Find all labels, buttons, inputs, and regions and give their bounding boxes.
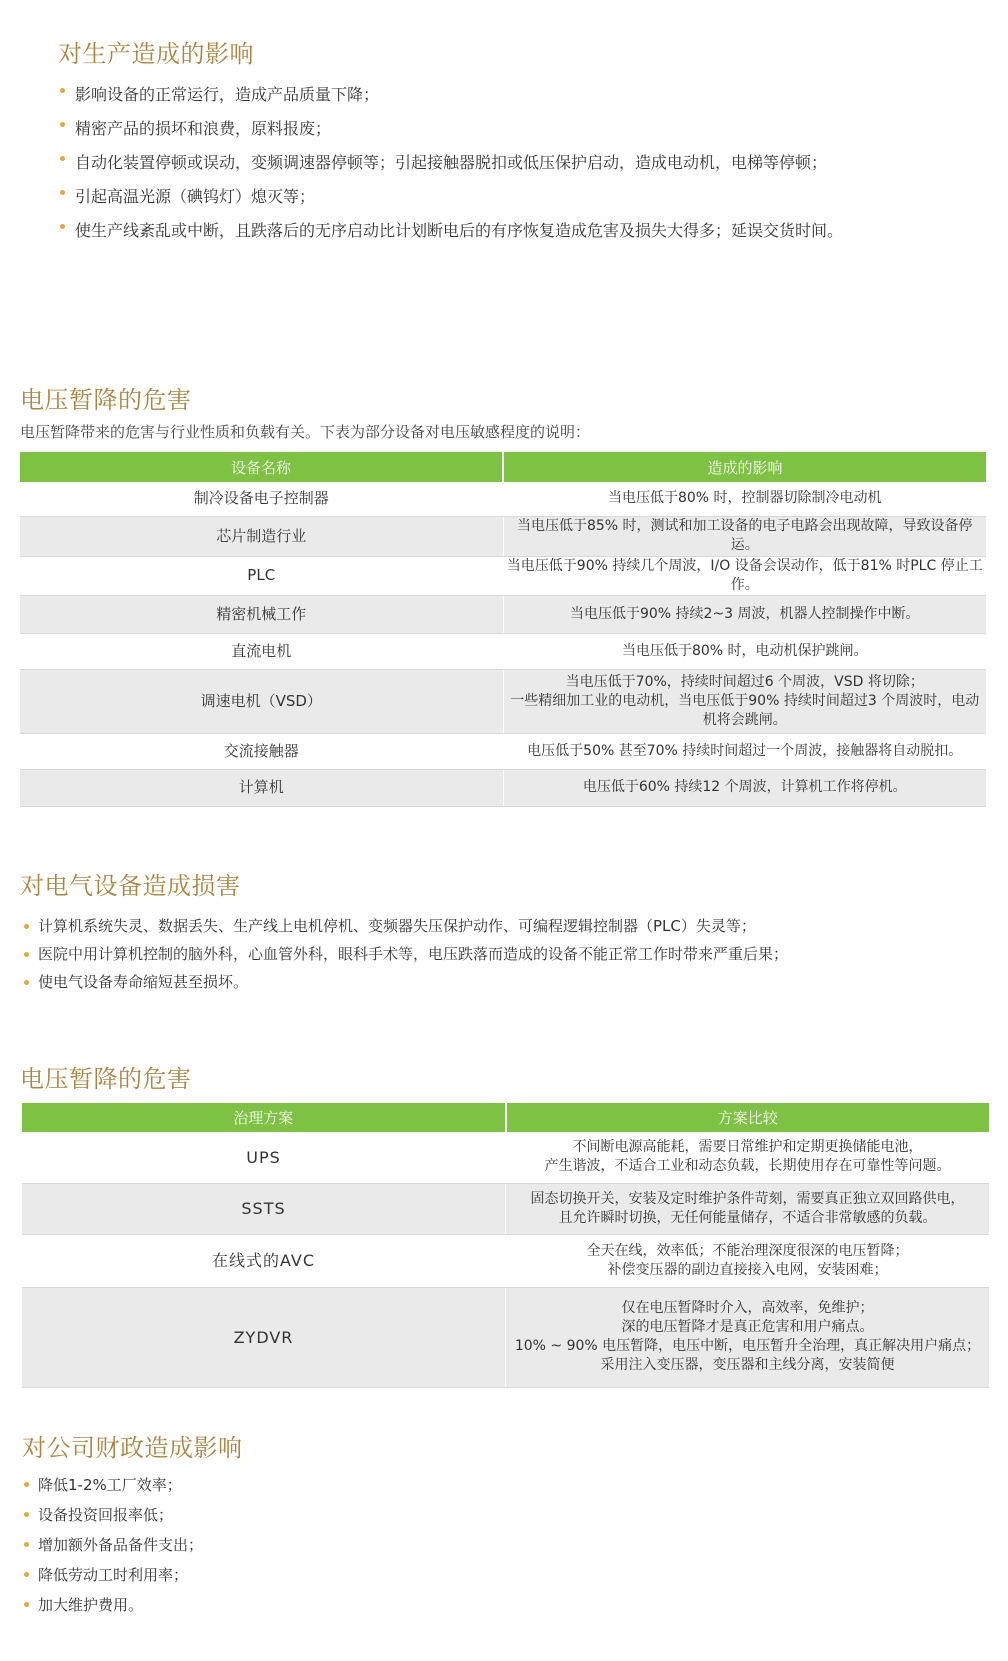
list-item: 精密产品的损坏和浪费，原料报废； [60,112,843,146]
column-header-solution: 治理方案 [22,1103,506,1132]
column-header-comparison: 方案比较 [506,1103,990,1132]
list-item: 计算机系统失灵、数据丢失、生产线上电机停机、变频器失压保护动作、可编程逻辑控制器（PLC）失灵等； [22,912,788,940]
table-header-row [20,452,986,482]
impact-line: 当电压低于90% 持续几个周波，I/O 设备会误动作，低于81% 时PLC 停止工作。 [506,557,983,593]
list-item: 使电气设备寿命缩短甚至损坏。 [22,968,788,996]
solution-name: 在线式的AVC [22,1234,506,1287]
list-item: 引起高温光源（碘钨灯）熄灭等； [60,180,843,214]
device-name: 计算机 [20,769,503,806]
list-item: 医院中用计算机控制的脑外科，心血管外科，眼科手术等，电压跌落而造成的设备不能正常工作时带来严重后果； [22,940,788,968]
table-header-row [22,1103,989,1132]
solution-name: SSTS [22,1183,506,1234]
solution-desc [506,1234,990,1287]
table-row [20,669,986,733]
list-item: 使生产线紊乱或中断，且跌落后的无序启动比计划断电后的有序恢复造成危害及损失大得多；延误交货时间。 [60,214,843,248]
device-impact [503,482,986,516]
section-title-production: 对生产造成的影响 [58,40,254,68]
list-item: 设备投资回报率低； [22,1500,203,1530]
impact-line: 电压低于50% 甚至70% 持续时间超过一个周波，接触器将自动脱扣。 [527,742,963,759]
device-name: PLC [20,556,503,595]
table-row [20,482,986,516]
column-header-impact: 造成的影响 [503,452,986,482]
desc-line: 全天在线，效率低；不能治理深度很深的电压暂降； [586,1242,909,1259]
table-row [22,1234,989,1287]
device-sensitivity-table [20,452,986,807]
device-name: 交流接触器 [20,733,503,769]
electrical-damage-list [22,912,788,996]
desc-line: 补偿变压器的副边直接接入电网，安装困难； [607,1261,888,1278]
device-impact [503,633,986,669]
list-item: 自动化装置停顿或误动，变频调速器停顿等；引起接触器脱扣或低压保护启动，造成电动机，电梯等停顿； [60,146,843,180]
desc-line: 10% ~ 90% 电压暂降，电压中断，电压暂升全治理，真正解决用户痛点； [514,1338,981,1354]
list-item: 加大维护费用。 [22,1590,203,1620]
list-item: 降低劳动工时利用率； [22,1560,203,1590]
solution-comparison-table [22,1103,989,1388]
impact-line: 当电压低于80% 时，控制器切除制冷电动机 [607,490,882,507]
device-name: 调速电机（VSD） [20,669,503,733]
device-impact [503,669,986,733]
desc-line: 产生谐波，不适合工业和动态负载，长期使用存在可靠性等问题。 [544,1158,951,1175]
table-row [22,1183,989,1234]
finance-impact-list [22,1470,203,1620]
impact-line: 当电压低于90% 持续2~3 周波，机器人控制操作中断。 [569,605,920,622]
device-impact [503,595,986,633]
device-name: 精密机械工作 [20,595,503,633]
device-impact [503,556,986,595]
impact-line: 当电压低于80% 时，电动机保护跳闸。 [621,642,868,659]
column-header-device: 设备名称 [20,452,503,482]
voltage-sag-intro: 电压暂降带来的危害与行业性质和负载有关。下表为部分设备对电压敏感程度的说明： [20,423,591,441]
solution-desc [506,1132,990,1183]
solution-desc [506,1183,990,1234]
table-row [20,595,986,633]
device-impact [503,769,986,806]
desc-line: 深的电压暂降才是真正危害和用户痛点。 [621,1319,874,1335]
desc-line: 不间断电源高能耗，需要日常维护和定期更换储能电池， [572,1139,923,1156]
table-row [20,633,986,669]
section-title-electrical: 对电气设备造成损害 [20,872,241,900]
device-impact [503,733,986,769]
impact-line: 一些精细加工业的电动机，当电压低于90% 持续时间超过3 个周波时，电动机将会跳闸。 [510,692,980,728]
table-row [20,516,986,556]
solution-name: ZYDVR [22,1287,506,1387]
table-row [20,769,986,806]
device-impact [503,516,986,556]
section-title-voltage-sag: 电压暂降的危害 [20,386,192,414]
table-row [22,1132,989,1183]
table-row [20,733,986,769]
section-title-finance: 对公司财政造成影响 [22,1434,243,1462]
list-item: 影响设备的正常运行，造成产品质量下降； [60,78,843,112]
solution-desc [506,1287,990,1387]
impact-line: 电压低于60% 持续12 个周波，计算机工作将停机。 [582,779,907,795]
desc-line: 仅在电压暂降时介入，高效率，免维护； [621,1300,874,1316]
desc-line: 且允许瞬时切换，无任何能量储存，不适合非常敏感的负载。 [558,1209,937,1226]
impact-line: 当电压低于70%，持续时间超过6 个周波，VSD 将切除； [565,673,924,690]
table-row [20,556,986,595]
list-item: 增加额外备品备件支出； [22,1530,203,1560]
desc-line: 固态切换开关，安装及定时维护条件苛刻，需要真正独立双回路供电， [530,1190,965,1207]
device-name: 直流电机 [20,633,503,669]
list-item: 降低1-2%工厂效率； [22,1470,203,1500]
section-title-solutions: 电压暂降的危害 [20,1065,192,1093]
device-name: 芯片制造行业 [20,516,503,556]
desc-line: 采用注入变压器，变压器和主线分离，安装简便 [600,1357,895,1373]
production-impact-list [60,78,843,248]
table-row [22,1287,989,1387]
solution-name: UPS [22,1132,506,1183]
device-name: 制冷设备电子控制器 [20,482,503,516]
impact-line: 当电压低于85% 时，测试和加工设备的电子电路会出现故障，导致设备停运。 [516,518,973,553]
